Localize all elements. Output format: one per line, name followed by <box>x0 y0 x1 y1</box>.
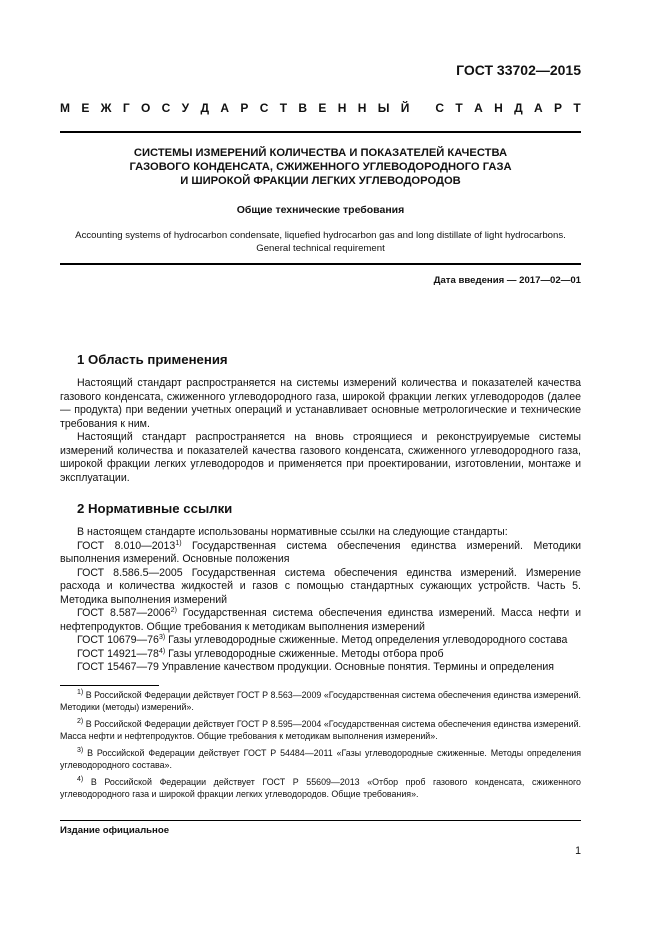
reference-code: ГОСТ 8.010—2013 <box>77 539 176 552</box>
reference-code: ГОСТ 10679—76 <box>77 634 159 646</box>
reference-item <box>60 661 581 675</box>
banner-letter: Р <box>553 101 562 115</box>
reference-item <box>60 648 581 662</box>
footnote-mark: 2) <box>170 607 177 614</box>
english-title-line: General technical requirement <box>256 242 385 254</box>
footnote <box>60 776 581 800</box>
banner-letter: А <box>474 101 483 115</box>
reference-item <box>60 634 581 648</box>
section-2-body <box>60 526 581 675</box>
banner-letter: Ж <box>100 101 112 115</box>
banner-gap <box>421 101 424 115</box>
footnote-text: В Российской Федерации действует ГОСТ Р 8.563—2009 «Государственная система обеспечения единства измерений. Методики (методы) измерений». <box>60 690 581 712</box>
banner-letter: Д <box>200 101 210 115</box>
footnote-mark: 2) <box>77 718 84 725</box>
reference-item <box>60 607 581 634</box>
footnote-mark: 4) <box>158 647 166 655</box>
footnote-mark: 3) <box>77 747 84 754</box>
footnote-text: В Российской Федерации действует ГОСТ Р 8.595—2004 «Государственная система обеспечения единства измерений. Масса нефти и нефтепродуктов. Общие требования к методикам выполнения измерений». <box>60 719 581 741</box>
paragraph: В настоящем стандарте использованы нормативные ссылки на следующие стандарты: <box>77 526 508 538</box>
section-2-heading: 2 Нормативные ссылки <box>77 501 233 516</box>
footnote-mark: 1) <box>175 539 182 547</box>
header-rule <box>60 131 581 133</box>
banner-letter: У <box>181 101 190 115</box>
banner-letter: Ы <box>377 101 390 115</box>
banner-letter: А <box>533 101 543 115</box>
page-number: 1 <box>575 845 581 857</box>
banner-letter: Н <box>357 101 367 115</box>
banner-letter: М <box>60 101 70 115</box>
reference-code: ГОСТ 15467—79 <box>77 661 159 673</box>
footnote-rule <box>60 685 159 686</box>
banner-letter: В <box>298 101 308 115</box>
paragraph: Настоящий стандарт распространяется на системы измерений количества и показателей качества газового конденсата, сжиженного углеводородного газа, широкой фракции легких углеводородов (далее — продукта) при ведении учетных операций и устанавливает основные метрологические и технические требования к ним. <box>60 377 581 430</box>
title-line: ГАЗОВОГО КОНДЕНСАТА, СЖИЖЕННОГО УГЛЕВОДОРОДНОГО ГАЗА <box>129 161 512 173</box>
banner-letter: Т <box>573 101 581 115</box>
banner-letter: С <box>435 101 445 115</box>
banner-letter: Т <box>279 101 288 115</box>
reference-item <box>60 567 581 608</box>
banner-letter: Г <box>122 101 130 115</box>
footnote-mark: 4) <box>77 776 84 783</box>
footer-rule <box>60 820 581 821</box>
english-title <box>60 230 581 255</box>
banner-letter: С <box>259 101 269 115</box>
reference-text: Управление качеством продукции. Основные понятия. Термины и определения <box>158 661 555 673</box>
reference-text: Государственная система обеспечения единства измерений. Методики выполнения измерений. Основные положения <box>60 539 582 565</box>
banner-letter: Т <box>455 101 463 115</box>
banner-letter: Д <box>514 101 523 115</box>
official-edition-label: Издание официальное <box>60 825 170 836</box>
document-subtitle: Общие технические требования <box>236 204 405 216</box>
footnote-mark: 3) <box>158 634 166 641</box>
footnote-text: В Российской Федерации действует ГОСТ Р 54484—2011 «Газы углеводородные сжиженные. Методы определения углеводородного состава». <box>60 748 581 770</box>
title-line: СИСТЕМЫ ИЗМЕРЕНИЙ КОЛИЧЕСТВА И ПОКАЗАТЕЛЕЙ КАЧЕСТВА <box>133 147 508 159</box>
banner-letter: О <box>141 101 151 115</box>
banner-letter: Р <box>240 101 249 115</box>
footnote <box>60 718 581 742</box>
title-rule <box>60 263 581 265</box>
paragraph: Настоящий стандарт распространяется на вновь строящиеся и реконструируемые системы измерений количества и показателей качества газового конденсата, сжиженного углеводородного газа, широкой фракции легких углеводородов и применяется при проектировании, изготовлении, монтаже и эксплуатации. <box>60 431 581 484</box>
reference-code: ГОСТ 8.586.5—2005 <box>77 566 183 579</box>
banner-letter: С <box>161 101 171 115</box>
reference-text: Государственная система обеспечения единства измерений. Масса нефти и нефтепродуктов. Общие требования к методикам выполнения измерений <box>60 607 581 633</box>
title-line: И ШИРОКОЙ ФРАКЦИИ ЛЕГКИХ УГЛЕВОДОРОДОВ <box>180 175 461 187</box>
introduction-date: Дата введения — 2017—02—01 <box>433 275 581 286</box>
section-1-body <box>60 377 581 485</box>
banner-letter: А <box>220 101 230 115</box>
banner-letter: Н <box>337 101 347 115</box>
section-1-heading: 1 Область применения <box>77 352 228 367</box>
footnotes <box>60 689 581 805</box>
reference-code: ГОСТ 8.587—2006 <box>77 607 171 619</box>
standard-number: ГОСТ 33702—2015 <box>456 62 581 78</box>
footnote-mark: 1) <box>77 689 84 696</box>
footnote-text: В Российской Федерации действует ГОСТ Р 55609—2013 «Отбор проб газового конденсата, сжиженного углеводородного газа и широкой фракции легких углеводородов. Общие требования». <box>60 777 581 799</box>
footnote <box>60 747 581 771</box>
reference-text: Газы углеводородные сжиженные. Методы отбора проб <box>165 647 444 660</box>
footnote <box>60 689 581 713</box>
document-title <box>60 146 581 188</box>
banner-letter: Н <box>494 101 503 115</box>
reference-text: Газы углеводородные сжиженные. Метод определения углеводородного состава <box>165 634 568 646</box>
banner-letter: Й <box>400 101 410 115</box>
interstate-standard-banner <box>60 101 581 115</box>
english-title-line: Accounting systems of hydrocarbon condensate, liquefied hydrocarbon gas and long distillate of light hydrocarbons. <box>75 230 566 241</box>
reference-code: ГОСТ 14921—78 <box>77 647 159 660</box>
banner-letter: Е <box>318 101 327 115</box>
reference-text: Государственная система обеспечения единства измерений. Измерение расхода и количества жидкостей и газов с помощью стандартных сужающих устройств. Часть 5. Методика выполнения измерений <box>60 566 581 606</box>
banner-letter: Е <box>81 101 90 115</box>
reference-item <box>60 540 581 567</box>
